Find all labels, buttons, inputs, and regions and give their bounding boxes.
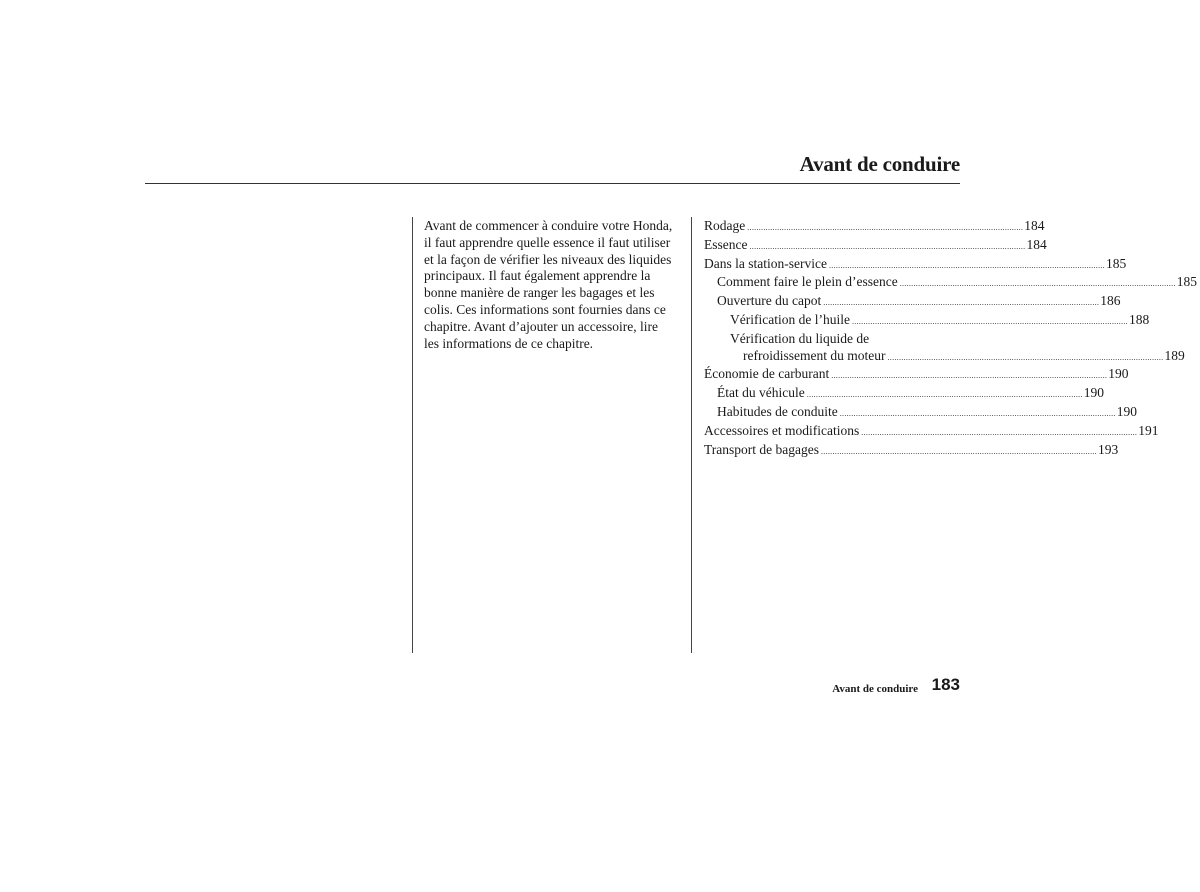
toc-entry-page: 188 bbox=[1128, 311, 1150, 327]
intro-line: il faut apprendre quelle essence il faut utiliser bbox=[424, 234, 671, 250]
toc-entry[interactable] bbox=[704, 366, 1129, 385]
toc-entry[interactable] bbox=[704, 293, 1121, 312]
footer-section-title: Avant de conduire bbox=[832, 683, 918, 695]
toc-entry-label: Rodage bbox=[704, 218, 746, 233]
toc-dot-leader: ........................................................................................................................ bbox=[831, 371, 1108, 381]
intro-line: colis. Ces informations sont fournies dans ce bbox=[424, 301, 666, 317]
toc-entry-page: 190 bbox=[1083, 385, 1104, 401]
toc-entry-page: 191 bbox=[1138, 422, 1159, 438]
toc-entry[interactable] bbox=[704, 403, 1137, 423]
toc-entry-label: refroidissement du moteur bbox=[743, 347, 886, 363]
toc-entry[interactable] bbox=[704, 255, 1127, 275]
middle-column-rule bbox=[691, 217, 692, 653]
toc-entry[interactable] bbox=[704, 274, 1197, 293]
intro-line: les informations de ce chapitre. bbox=[424, 335, 594, 351]
toc-entry[interactable] bbox=[704, 236, 1047, 256]
toc-entry[interactable] bbox=[704, 331, 960, 348]
left-column-rule bbox=[412, 217, 413, 653]
title-rule bbox=[145, 183, 960, 184]
toc-dot-leader: ........................................................................................................................ bbox=[899, 279, 1176, 289]
toc-dot-leader: ........................................................................................................................ bbox=[887, 352, 1164, 362]
toc-entry[interactable] bbox=[704, 422, 1159, 442]
toc-entry-label: Habitudes de conduite bbox=[717, 403, 838, 419]
intro-line: Avant de commencer à conduire votre Honda, bbox=[424, 218, 673, 233]
toc-entry-page: 193 bbox=[1097, 441, 1119, 457]
toc-entry-label: Dans la station-service bbox=[704, 255, 827, 271]
toc-entry[interactable] bbox=[704, 441, 1119, 461]
intro-line: principaux. Il faut également apprendre la bbox=[424, 268, 651, 284]
toc-dot-leader: ........................................................................................................................ bbox=[820, 446, 1097, 456]
intro-line: bonne manière de ranger les bagages et les bbox=[424, 285, 655, 301]
toc-entry-page: 190 bbox=[1116, 403, 1137, 419]
page-number: 183 bbox=[931, 675, 960, 694]
toc-entry[interactable] bbox=[704, 385, 1104, 404]
toc-dot-leader: ........................................................................................................................ bbox=[839, 408, 1116, 418]
toc-entry-page: 190 bbox=[1108, 366, 1129, 382]
toc-entry-label: Vérification du liquide de bbox=[730, 330, 870, 346]
toc-entry-page: 184 bbox=[1026, 236, 1047, 252]
toc-entry-label: État du véhicule bbox=[717, 385, 805, 401]
toc-entry-label: Ouverture du capot bbox=[717, 293, 822, 309]
toc-entry-label: Économie de carburant bbox=[704, 366, 830, 382]
intro-line: et la façon de vérifier les niveaux des liquides bbox=[424, 251, 672, 267]
chapter-title: Avant de conduire bbox=[799, 152, 960, 176]
toc-dot-leader: ........................................................................................................................ bbox=[806, 390, 1083, 400]
table-of-contents bbox=[704, 218, 1197, 460]
toc-dot-leader: ........................................................................................................................ bbox=[851, 316, 1128, 326]
toc-entry-label: Transport de bagages bbox=[704, 441, 819, 457]
toc-entry-page: 185 bbox=[1105, 255, 1127, 271]
intro-line: chapitre. Avant d’ajouter un accessoire, lire bbox=[424, 318, 659, 334]
toc-dot-leader: ........................................................................................................................ bbox=[823, 298, 1100, 308]
toc-dot-leader: ........................................................................................................................ bbox=[749, 241, 1026, 251]
toc-entry-label: Accessoires et modifications bbox=[704, 422, 860, 438]
toc-dot-leader: ........................................................................................................................ bbox=[828, 260, 1105, 270]
toc-dot-leader: ........................................................................................................................ bbox=[747, 223, 1024, 232]
toc-entry-page: 184 bbox=[1024, 218, 1045, 233]
toc-entry-page: 186 bbox=[1100, 293, 1121, 309]
toc-entry-page: 185 bbox=[1176, 274, 1197, 290]
intro-paragraph bbox=[424, 218, 686, 352]
toc-entry-label: Vérification de l’huile bbox=[730, 311, 850, 327]
toc-entry-label: Comment faire le plein d’essence bbox=[717, 274, 898, 290]
toc-entry[interactable] bbox=[704, 311, 1150, 331]
toc-dot-leader: ........................................................................................................................ bbox=[861, 427, 1138, 437]
toc-entry[interactable] bbox=[704, 218, 1045, 237]
toc-entry-page: 189 bbox=[1164, 347, 1185, 363]
toc-entry[interactable] bbox=[704, 347, 1185, 367]
toc-entry-label: Essence bbox=[704, 236, 748, 252]
